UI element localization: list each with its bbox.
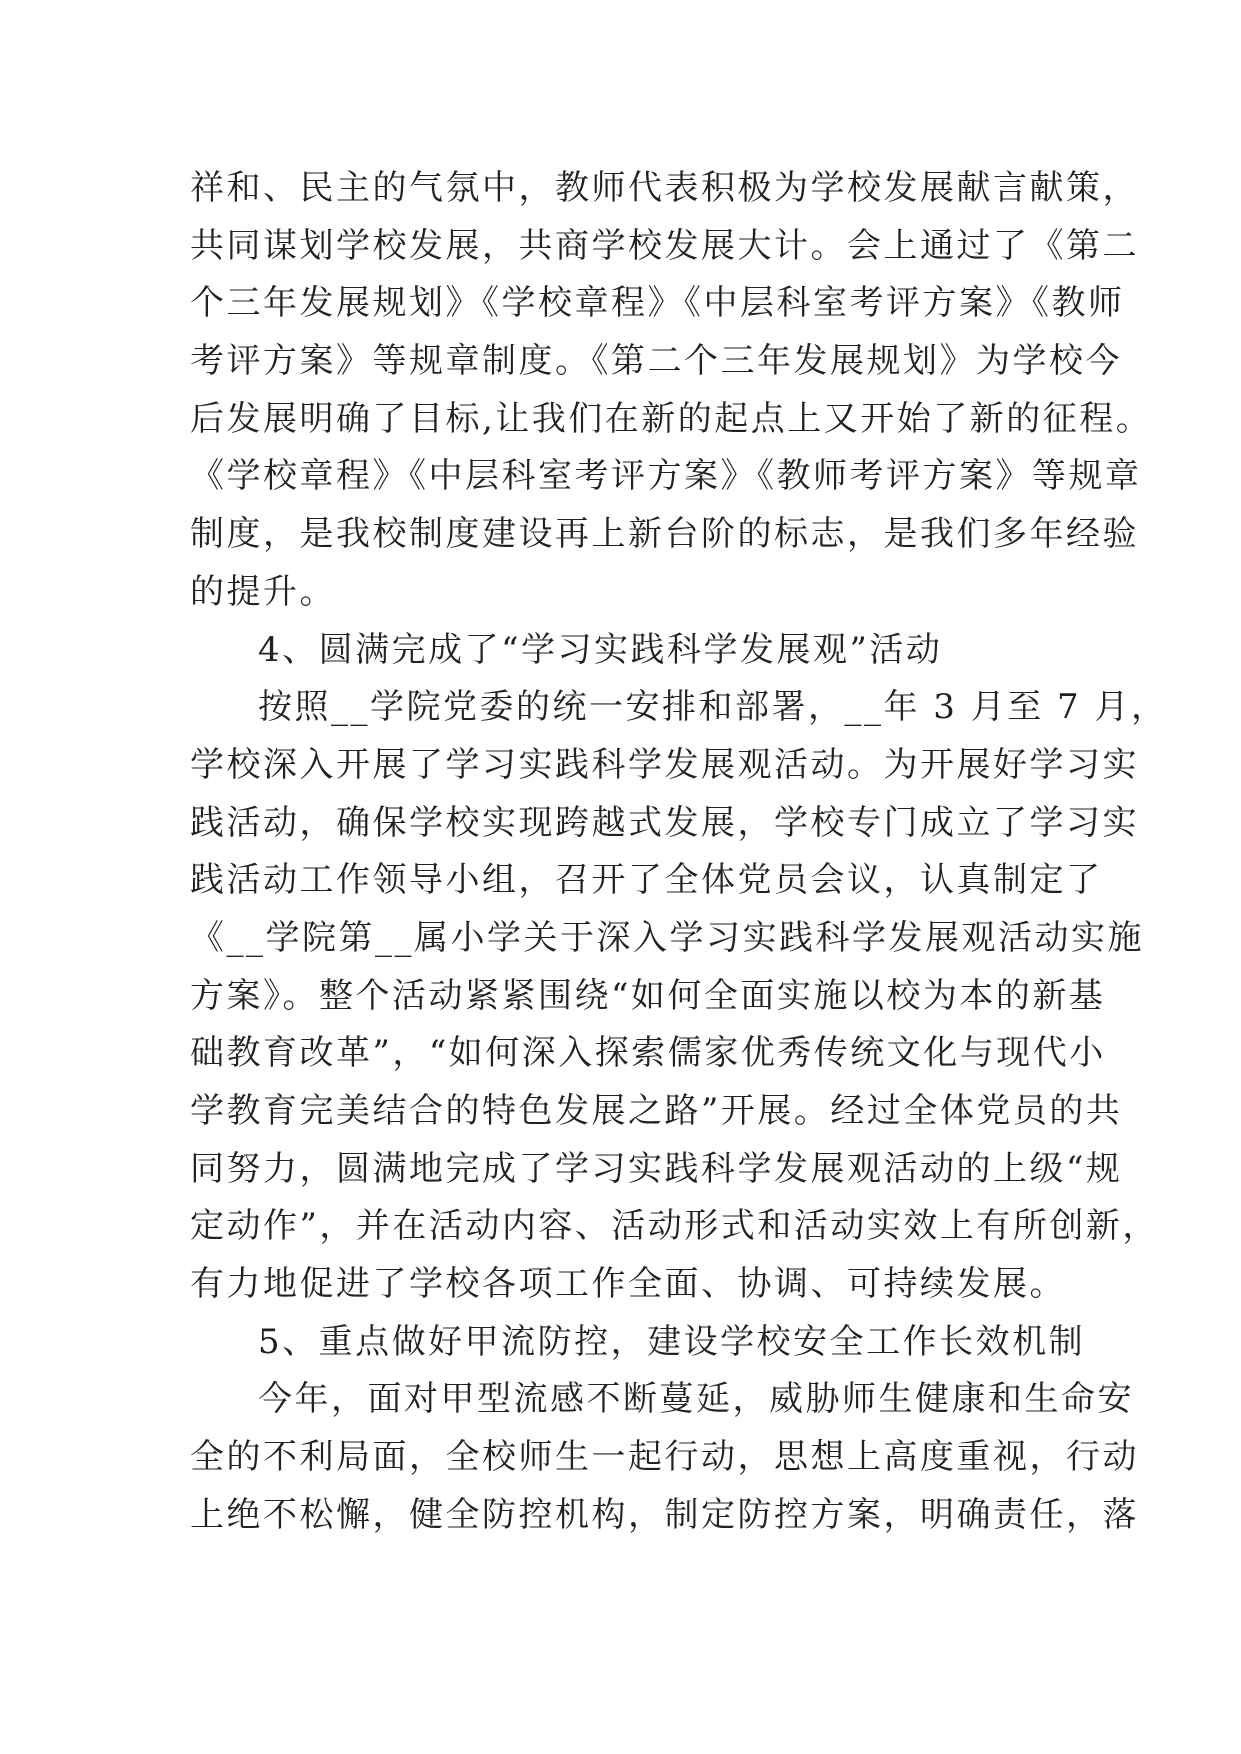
text-line: 践活动，确保学校实现跨越式发展，学校专门成立了学习实 bbox=[190, 802, 1139, 843]
text-line: 后发展明确了目标,让我们在新的起点上又开始了新的征程。 bbox=[190, 398, 1153, 439]
text-line: 定动作”，并在活动内容、活动形式和活动实效上有所创新， bbox=[190, 1206, 1159, 1247]
text-line: 方案》。整个活动紧紧围绕“如何全面实施以校为本的新基 bbox=[190, 975, 1106, 1016]
text-line: 《__学院第__属小学关于深入学习实践科学发展观活动实施 bbox=[190, 917, 1144, 958]
text-line: 学校深入开展了学习实践科学发展观活动。为开展好学习实 bbox=[190, 744, 1139, 785]
text-line: 个三年发展规划》《学校章程》《中层科室考评方案》《教师 bbox=[190, 283, 1125, 324]
text-line: 按照__学院党委的统一安排和部署，__年 3 月至 7 月， bbox=[258, 687, 1168, 728]
text-line: 共同谋划学校发展，共商学校发展大计。会上通过了《第二 bbox=[190, 225, 1139, 266]
text-line: 上绝不松懈，健全防控机构，制定防控方案，明确责任，落 bbox=[190, 1494, 1139, 1535]
text-line: 4、圆满完成了“学习实践科学发展观”活动 bbox=[258, 629, 943, 670]
text-line: 践活动工作领导小组，召开了全体党员会议，认真制定了 bbox=[190, 860, 1103, 901]
text-line: 有力地促进了学校各项工作全面、协调、可持续发展。 bbox=[190, 1264, 1066, 1305]
text-line: 祥和、民主的气氛中，教师代表积极为学校发展献言献策， bbox=[190, 168, 1139, 208]
text-line: 学教育完美结合的特色发展之路”开展。经过全体党员的共 bbox=[190, 1091, 1123, 1131]
text-line: 全的不利局面，全校师生一起行动，思想上高度重视，行动 bbox=[190, 1437, 1139, 1478]
text-line: 同努力，圆满地完成了学习实践科学发展观活动的上级“规 bbox=[190, 1148, 1123, 1189]
text-line: 5、重点做好甲流防控，建设学校安全工作长效机制 bbox=[258, 1321, 1086, 1362]
text-line: 的提升。 bbox=[190, 571, 336, 612]
text-line: 考评方案》等规章制度。《第二个三年发展规划》为学校今 bbox=[190, 341, 1122, 382]
text-line: 《学校章程》《中层科室考评方案》《教师考评方案》等规章 bbox=[190, 456, 1142, 497]
text-line: 础教育改革”，“如何深入探索儒家优秀传统文化与现代小 bbox=[190, 1033, 1106, 1074]
text-line: 今年，面对甲型流感不断蔓延，威胁师生健康和生命安 bbox=[258, 1379, 1134, 1420]
body-text bbox=[190, 160, 1168, 1545]
text-line: 制度，是我校制度建设再上新台阶的标志，是我们多年经验 bbox=[190, 514, 1139, 555]
